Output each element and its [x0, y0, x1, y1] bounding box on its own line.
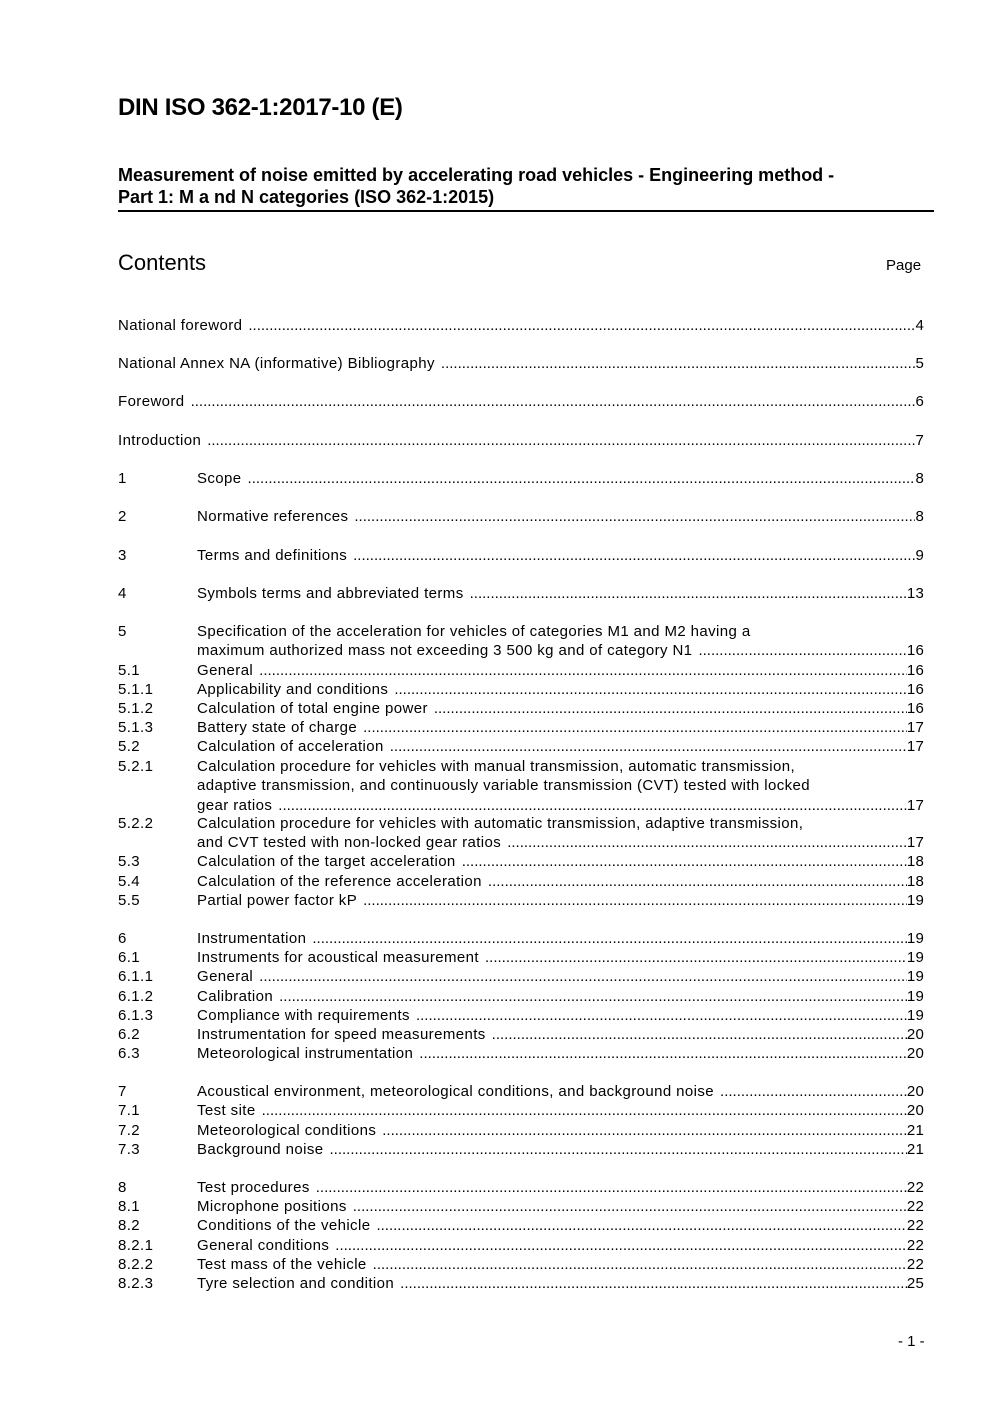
toc-section-number: 5.1.3	[118, 719, 154, 736]
toc-section-number: 6.1.2	[118, 988, 154, 1005]
toc-line	[118, 776, 924, 795]
toc-title: National foreword	[118, 317, 243, 334]
toc-page-number: 22	[906, 1198, 924, 1215]
toc-line	[118, 1082, 924, 1101]
toc-page-number: 21	[906, 1141, 924, 1158]
toc-section-number: 5.4	[118, 873, 141, 890]
toc-dot-leader	[382, 1121, 907, 1140]
contents-heading: Contents	[118, 250, 207, 275]
toc-dot-leader	[312, 929, 907, 948]
toc-page-number: 13	[906, 585, 924, 602]
toc-title: and CVT tested with non-locked gear ratios	[197, 834, 502, 852]
toc-section-number: 5.5	[118, 892, 141, 909]
toc-section-number: 6.1.3	[118, 1007, 154, 1024]
toc-page-number: 22	[906, 1179, 924, 1196]
toc-line	[118, 641, 924, 660]
page-number: - 1 -	[898, 1333, 925, 1350]
toc-section-number: 8.2.2	[118, 1256, 154, 1273]
toc-page-number: 21	[906, 1122, 924, 1139]
toc-dot-leader	[400, 1274, 907, 1293]
toc-dot-leader	[470, 584, 907, 603]
toc-section-number: 8.2	[118, 1217, 141, 1234]
toc-title: adaptive transmission, and continuously variable transmission (CVT) tested with locked	[197, 777, 810, 795]
toc-page-number: 19	[906, 968, 924, 985]
toc-section-number: 5.1	[118, 662, 141, 679]
toc-dot-leader	[434, 699, 907, 718]
toc-line	[118, 1274, 924, 1293]
toc-line	[118, 1178, 924, 1197]
toc-title: Scope	[197, 470, 242, 487]
toc-title: Battery state of charge	[197, 719, 358, 736]
toc-page-number: 16	[906, 662, 924, 679]
toc-page-number: 7	[915, 432, 924, 449]
toc-dot-leader	[492, 1025, 907, 1044]
toc-section-number: 7.2	[118, 1122, 141, 1139]
toc-page-number: 22	[906, 1256, 924, 1273]
toc-dot-leader	[462, 852, 907, 871]
document-subtitle	[118, 164, 938, 208]
toc-dot-leader	[248, 469, 916, 488]
toc-line	[118, 316, 924, 335]
toc-line	[118, 1101, 924, 1120]
toc-title: Calibration	[197, 988, 274, 1005]
toc-line	[118, 891, 924, 910]
toc-page-number: 17	[906, 796, 924, 814]
toc-line	[118, 987, 924, 1006]
toc-title: Introduction	[118, 432, 202, 449]
toc-dot-leader	[376, 1216, 906, 1235]
toc-line	[118, 1197, 924, 1216]
toc-line	[118, 1140, 924, 1159]
toc-line	[118, 354, 924, 373]
toc-line	[118, 814, 924, 833]
toc-section-number: 6.3	[118, 1045, 141, 1062]
toc-title: Meteorological conditions	[197, 1122, 377, 1139]
toc-title: Meteorological instrumentation	[197, 1045, 414, 1062]
toc-dot-leader	[419, 1044, 907, 1063]
toc-line	[118, 680, 924, 699]
toc-dot-leader	[353, 1197, 907, 1216]
toc-title: Calculation of acceleration	[197, 738, 384, 755]
toc-title: Applicability and conditions	[197, 681, 389, 698]
toc-line	[118, 1216, 924, 1235]
toc-dot-leader	[316, 1178, 907, 1197]
toc-dot-leader	[335, 1236, 907, 1255]
toc-dot-leader	[485, 948, 907, 967]
toc-line	[118, 1121, 924, 1140]
toc-section-number: 6.1.1	[118, 968, 154, 985]
toc-dot-leader	[354, 507, 915, 526]
toc-line	[118, 431, 924, 450]
toc-line	[118, 469, 924, 488]
toc-title: General	[197, 968, 254, 985]
toc-title: Partial power factor kP	[197, 892, 358, 909]
subtitle-line-2: Part 1: M a nd N categories (ISO 362-1:2015)	[118, 187, 495, 207]
toc-title: National Annex NA (informative) Bibliography	[118, 355, 435, 372]
toc-line	[118, 1255, 924, 1274]
toc-section-number: 2	[118, 508, 127, 525]
toc-section-number: 5.1.2	[118, 700, 154, 717]
toc-line	[118, 833, 924, 852]
toc-page-number: 22	[906, 1237, 924, 1254]
toc-section-number: 5	[118, 623, 127, 640]
toc-dot-leader	[441, 354, 916, 373]
toc-section-number: 6.1	[118, 949, 141, 966]
toc-page-number: 18	[906, 853, 924, 870]
toc-section-number: 5.2.2	[118, 815, 154, 832]
toc-line	[118, 699, 924, 718]
toc-line	[118, 584, 924, 603]
toc-title: Terms and definitions	[197, 547, 348, 564]
toc-line	[118, 737, 924, 756]
toc-title: Symbols terms and abbreviated terms	[197, 585, 464, 602]
toc-title: Instrumentation	[197, 930, 307, 947]
toc-page-number: 18	[906, 873, 924, 890]
toc-section-number: 5.3	[118, 853, 141, 870]
toc-section-number: 7.1	[118, 1102, 141, 1119]
toc-page-number: 25	[906, 1275, 924, 1292]
toc-dot-leader	[248, 316, 915, 335]
toc-dot-leader	[394, 680, 907, 699]
toc-dot-leader	[363, 718, 907, 737]
toc-section-number: 3	[118, 547, 127, 564]
toc-section-number: 5.1.1	[118, 681, 154, 698]
toc-dot-leader	[373, 1255, 907, 1274]
toc-line	[118, 1006, 924, 1025]
toc-dot-leader	[416, 1006, 907, 1025]
toc-title: Instrumentation for speed measurements	[197, 1026, 486, 1043]
toc-title: Calculation of the reference acceleration	[197, 873, 482, 890]
toc-line	[118, 622, 924, 641]
toc-dot-leader	[262, 1101, 907, 1120]
toc-page-number: 5	[915, 355, 924, 372]
toc-title: General	[197, 662, 254, 679]
toc-page-number: 16	[906, 681, 924, 698]
toc-section-number: 6.2	[118, 1026, 141, 1043]
toc-page-number: 17	[906, 834, 924, 852]
toc-section-number: 4	[118, 585, 127, 602]
toc-page-number: 9	[915, 547, 924, 564]
toc-line	[118, 948, 924, 967]
toc-line	[118, 661, 924, 680]
toc-dot-leader	[507, 833, 907, 852]
toc-page-number: 6	[915, 393, 924, 410]
toc-page-number: 20	[906, 1083, 924, 1100]
toc-section-number: 7	[118, 1083, 127, 1100]
toc-line	[118, 718, 924, 737]
toc-title: Acoustical environment, meteorological conditions, and background noise	[197, 1083, 715, 1100]
toc-page-number: 16	[906, 700, 924, 717]
toc-dot-leader	[698, 641, 906, 660]
toc-dot-leader	[278, 796, 907, 815]
toc-page-number: 8	[915, 508, 924, 525]
toc-title: Instruments for acoustical measurement	[197, 949, 479, 966]
toc-page-number: 20	[906, 1045, 924, 1062]
toc-title: Specification of the acceleration for vehicles of categories M1 and M2 having a	[197, 623, 751, 640]
toc-dot-leader	[363, 891, 907, 910]
toc-page-number: 19	[906, 892, 924, 909]
toc-line	[118, 872, 924, 891]
toc-title: Test mass of the vehicle	[197, 1256, 367, 1273]
toc-dot-leader	[259, 661, 907, 680]
toc-dot-leader	[191, 392, 916, 411]
toc-title: Test procedures	[197, 1179, 310, 1196]
toc-page-number: 17	[906, 719, 924, 736]
toc-line	[118, 507, 924, 526]
toc-page-number: 20	[906, 1102, 924, 1119]
toc-title: Calculation of the target acceleration	[197, 853, 456, 870]
toc-section-number: 8.1	[118, 1198, 141, 1215]
toc-title: Normative references	[197, 508, 349, 525]
toc-title: Calculation procedure for vehicles with automatic transmission, adaptive transmission,	[197, 815, 804, 832]
toc-line	[118, 1025, 924, 1044]
toc-dot-leader	[329, 1140, 906, 1159]
toc-line	[118, 929, 924, 948]
toc-line	[118, 392, 924, 411]
toc-section-number: 5.2	[118, 738, 141, 755]
toc-page-number: 19	[906, 949, 924, 966]
toc-page-number: 16	[906, 642, 924, 660]
toc-section-number: 1	[118, 470, 127, 487]
toc-dot-leader	[720, 1082, 907, 1101]
document-title: DIN ISO 362-1:2017-10 (E)	[118, 94, 403, 121]
toc-page-number: 19	[906, 1007, 924, 1024]
toc-line	[118, 796, 924, 815]
toc-section-number: 5.2.1	[118, 758, 154, 775]
toc-page-number: 22	[906, 1217, 924, 1234]
toc-line	[118, 852, 924, 871]
toc-dot-leader	[353, 546, 915, 565]
toc-page-number: 20	[906, 1026, 924, 1043]
toc-page-number: 17	[906, 738, 924, 755]
toc-dot-leader	[488, 872, 907, 891]
toc-line	[118, 1236, 924, 1255]
toc-line	[118, 967, 924, 986]
toc-page-number: 19	[906, 988, 924, 1005]
page-column-heading: Page	[886, 257, 922, 274]
toc-page-number: 8	[915, 470, 924, 487]
toc-page-number: 4	[915, 317, 924, 334]
toc-title: maximum authorized mass not exceeding 3 500 kg and of category N1	[197, 642, 693, 660]
toc-dot-leader	[279, 987, 907, 1006]
toc-dot-leader	[207, 431, 915, 450]
toc-title: Compliance with requirements	[197, 1007, 410, 1024]
toc-line	[118, 757, 924, 776]
toc-section-number: 8.2.1	[118, 1237, 154, 1254]
title-rule	[118, 210, 934, 212]
toc-dot-leader	[390, 737, 907, 756]
subtitle-line-1: Measurement of noise emitted by accelerating road vehicles - Engineering method -	[118, 165, 835, 185]
toc-title: Foreword	[118, 393, 185, 410]
toc-line	[118, 1044, 924, 1063]
toc-section-number: 8.2.3	[118, 1275, 154, 1292]
toc-section-number: 8	[118, 1179, 127, 1196]
toc-line	[118, 546, 924, 565]
toc-dot-leader	[259, 967, 907, 986]
toc-title: Conditions of the vehicle	[197, 1217, 371, 1234]
toc-title: Microphone positions	[197, 1198, 347, 1215]
toc-title: Tyre selection and condition	[197, 1275, 395, 1292]
toc-title: Calculation procedure for vehicles with manual transmission, automatic transmission,	[197, 758, 796, 775]
toc-title: Background noise	[197, 1141, 324, 1158]
toc-title: Calculation of total engine power	[197, 700, 428, 717]
toc-title: General conditions	[197, 1237, 330, 1254]
toc-section-number: 7.3	[118, 1141, 141, 1158]
toc-page-number: 19	[906, 930, 924, 947]
toc-section-number: 6	[118, 930, 127, 947]
toc-title: Test site	[197, 1102, 256, 1119]
toc-title: gear ratios	[197, 796, 273, 814]
